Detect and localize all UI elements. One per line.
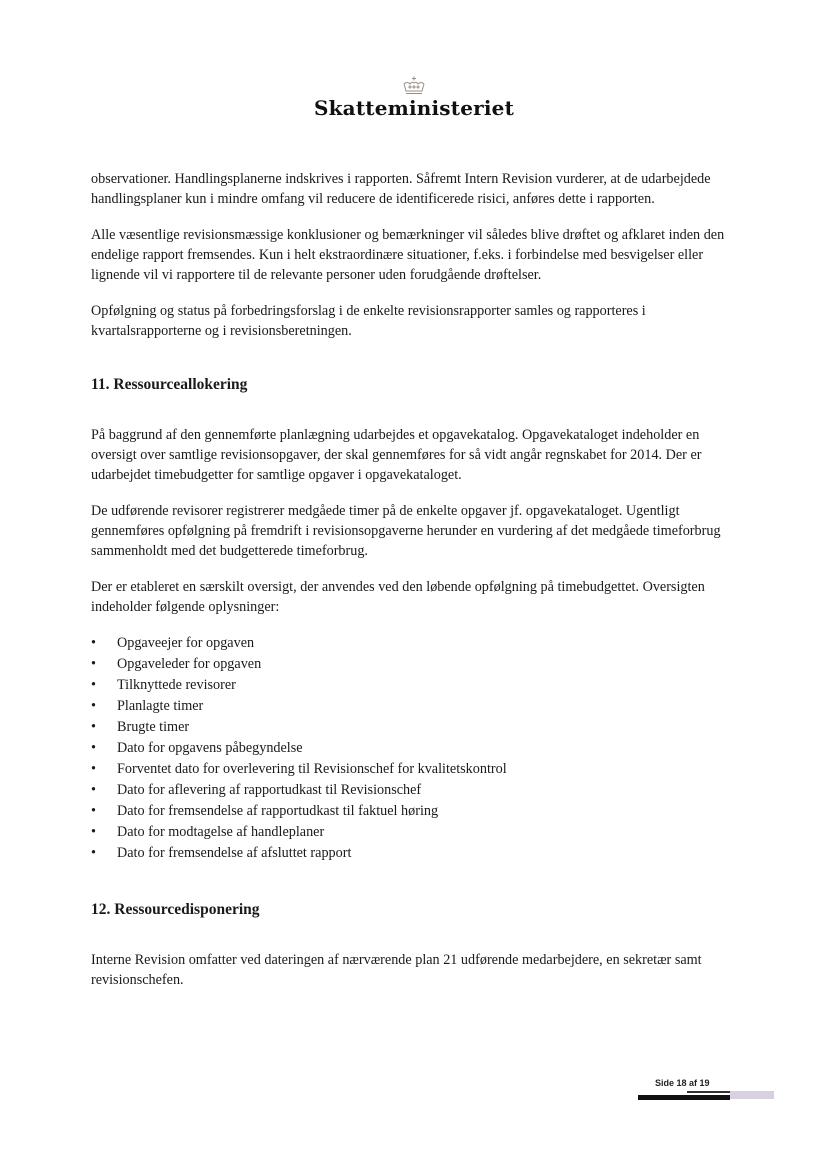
- section-11-heading: 11. Ressourceallokering: [91, 376, 248, 393]
- list-item: • Dato for aflevering af rapportudkast til Revisionschef: [91, 782, 422, 798]
- info-bullet-list: [91, 633, 731, 864]
- footer-rule: [638, 1095, 730, 1100]
- list-item: • Dato for opgavens påbegyndelse: [91, 740, 303, 756]
- section-11-paragraph-2: De udførende revisorer registrerer medgåede timer på de enkelte opgaver jf. opgavekataloget. Ugentligt gennemføres opfølgning på fremdrift i revisionsopgaverne herunder en vurdering af det medgåede timeforbrug sammenholdt med det budgetterede timeforbrug.: [91, 503, 721, 559]
- list-item: • Tilknyttede revisorer: [91, 677, 236, 693]
- footer-rule-thin: [687, 1091, 731, 1093]
- list-item-text: Dato for fremsendelse af rapportudkast til faktuel høring: [117, 803, 439, 819]
- page-number: Side 18 af 19: [655, 1078, 710, 1088]
- section-11-paragraph-1: På baggrund af den gennemførte planlægning udarbejdes et opgavekatalog. Opgavekataloget indeholder en oversigt over samtlige revisionsopgaver, der skal gennemføres for så vidt angår regnskabet for 2014. Der er udarbejdet timebudgetter for samtlige opgaver i opgavekataloget.: [91, 427, 702, 483]
- list-item-text: Dato for fremsendelse af afsluttet rapport: [117, 845, 352, 861]
- list-item: • Planlagte timer: [91, 698, 204, 714]
- list-item: • Forventet dato for overlevering til Revisionschef for kvalitetskontrol: [91, 761, 507, 777]
- list-item: • Dato for modtagelse af handleplaner: [91, 824, 325, 840]
- list-item-text: Dato for modtagelse af handleplaner: [117, 824, 325, 840]
- list-item-text: Tilknyttede revisorer: [117, 677, 236, 693]
- crown-icon: [401, 76, 427, 96]
- section-12-paragraph: Interne Revision omfatter ved dateringen af nærværende plan 21 udførende medarbejdere, en sekretær samt revisionschefen.: [91, 952, 702, 988]
- list-item-text: Dato for opgavens påbegyndelse: [117, 740, 303, 756]
- list-item-text: Forventet dato for overlevering til Revisionschef for kvalitetskontrol: [117, 761, 507, 777]
- intro-paragraph-2: Alle væsentlige revisionsmæssige konklusioner og bemærkninger vil således blive drøftet og afklaret inden den endelige rapport fremsendes. Kun i helt ekstraordinære situationer, f.eks. i forbindelse med besvigelser eller lignende vil vi rapportere til de relevante personer uden forudgående drøftelser.: [91, 227, 725, 283]
- section-12-heading: 12. Ressourcedisponering: [91, 901, 260, 918]
- list-item-text: Opgaveejer for opgaven: [117, 635, 255, 651]
- intro-paragraph-3: Opfølgning og status på forbedringsforslag i de enkelte revisionsrapporter samles og rapporteres i kvartalsrapporterne og i revisionsberetningen.: [91, 303, 646, 339]
- list-item-text: Planlagte timer: [117, 698, 204, 714]
- list-item: • Brugte timer: [91, 719, 190, 735]
- list-item-text: Opgaveleder for opgaven: [117, 656, 262, 672]
- ministry-name: Skatteministeriet: [313, 96, 515, 120]
- footer-rule-accent: [730, 1091, 774, 1099]
- list-item: • Dato for fremsendelse af rapportudkast til faktuel høring: [91, 803, 439, 819]
- list-item: • Opgaveleder for opgaven: [91, 656, 262, 672]
- list-item: • Dato for fremsendelse af afsluttet rapport: [91, 845, 352, 861]
- letterhead: [0, 76, 828, 120]
- list-item-text: Dato for aflevering af rapportudkast til Revisionschef: [117, 782, 422, 798]
- list-item-text: Brugte timer: [117, 719, 190, 735]
- intro-paragraph-1: observationer. Handlingsplanerne indskrives i rapporten. Såfremt Intern Revision vurderer, at de udarbejdede handlingsplaner kun i mindre omfang vil reducere de identificerede risici, anføres dette i rapporten.: [91, 171, 711, 207]
- list-item: • Opgaveejer for opgaven: [91, 635, 255, 651]
- document-body: [91, 169, 731, 1006]
- section-11-paragraph-3: Der er etableret en særskilt oversigt, der anvendes ved den løbende opfølgning på timebudgettet. Oversigten indeholder følgende oplysninger:: [91, 579, 705, 615]
